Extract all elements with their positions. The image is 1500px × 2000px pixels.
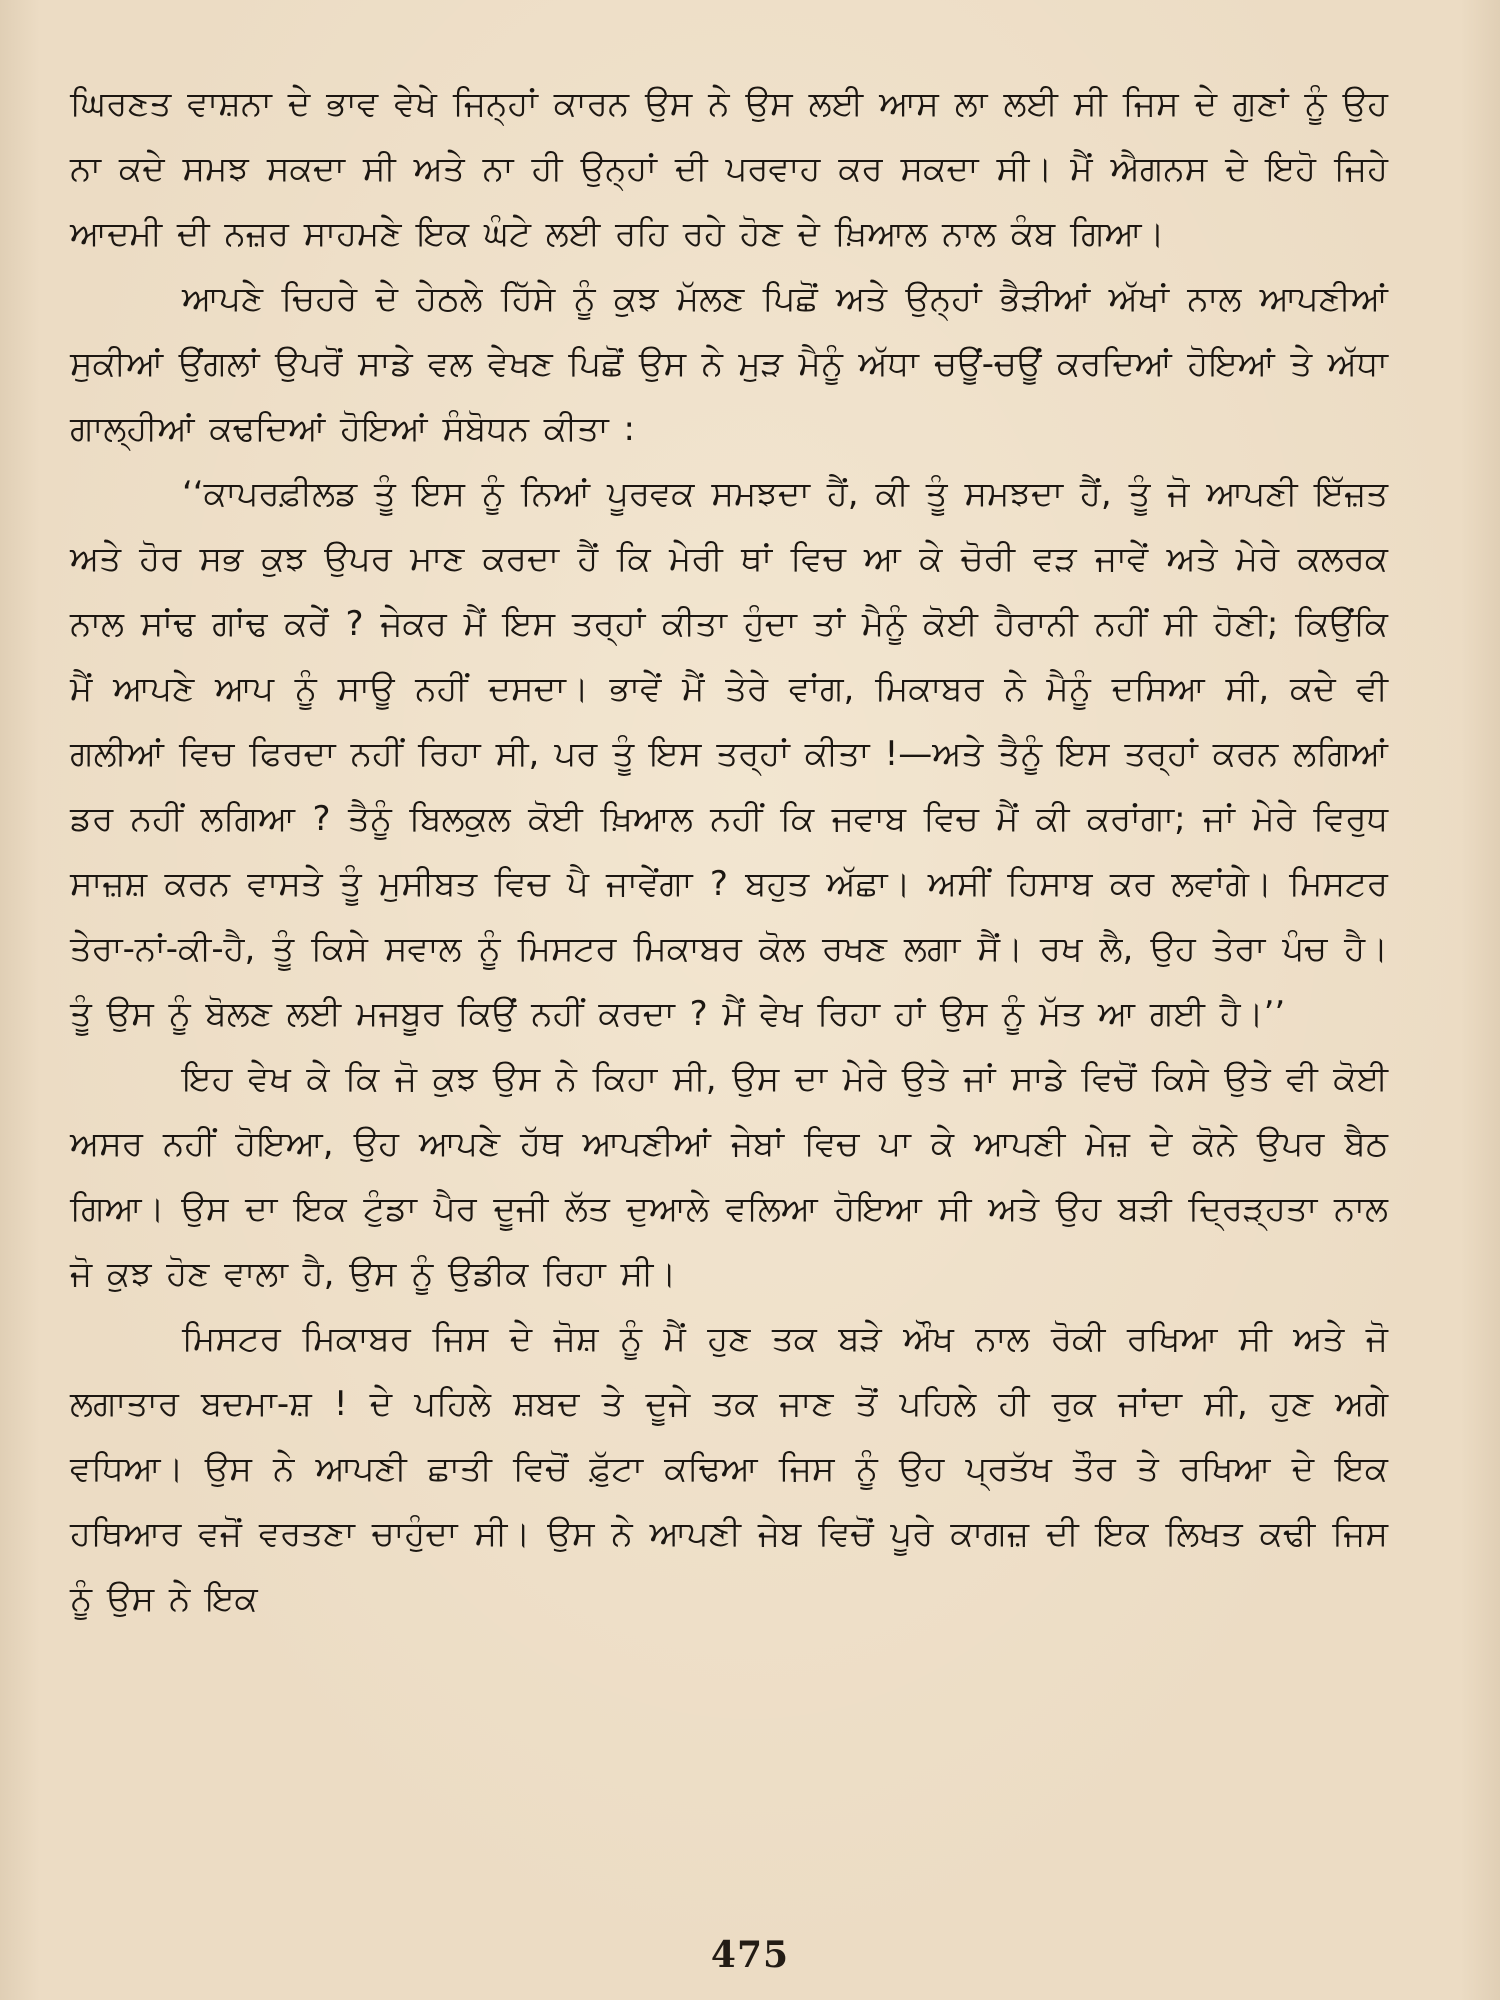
paragraph-continuation: ਘਿਰਣਤ ਵਾਸ਼ਨਾ ਦੇ ਭਾਵ ਵੇਖੇ ਜਿਨ੍ਹਾਂ ਕਾਰਨ ਉਸ ਨੇ ਉਸ ਲਈ ਆਸ ਲਾ ਲਈ ਸੀ ਜਿਸ ਦੇ ਗੁਣਾਂ ਨੂੰ ਉਹ ਨਾ ਕਦੇ ਸਮਝ ਸਕਦਾ ਸੀ ਅਤੇ ਨਾ ਹੀ ਉਨ੍ਹਾਂ ਦੀ ਪਰਵਾਹ ਕਰ ਸਕਦਾ ਸੀ। ਮੈਂ ਐਗਨਸ ਦੇ ਇਹੋ ਜਿਹੇ ਆਦਮੀ ਦੀ ਨਜ਼ਰ ਸਾਹਮਣੇ ਇਕ ਘੰਟੇ ਲਈ ਰਹਿ ਰਹੇ ਹੋਣ ਦੇ ਖ਼ਿਆਲ ਨਾਲ ਕੰਬ ਗਿਆ। bbox=[70, 84, 1388, 254]
paragraph-quote: ‘‘ਕਾਪਰਫ਼ੀਲਡ ਤੂੰ ਇਸ ਨੂੰ ਨਿਆਂ ਪੂਰਵਕ ਸਮਝਦਾ ਹੈਂ, ਕੀ ਤੂੰ ਸਮਝਦਾ ਹੈਂ, ਤੂੰ ਜੋ ਆਪਣੀ ਇੱਜ਼ਤ ਅਤੇ ਹੋਰ ਸਭ ਕੁਝ ਉਪਰ ਮਾਣ ਕਰਦਾ ਹੈਂ ਕਿ ਮੇਰੀ ਥਾਂ ਵਿਚ ਆ ਕੇ ਚੋਰੀ ਵੜ ਜਾਵੇਂ ਅਤੇ ਮੇਰੇ ਕਲਰਕ ਨਾਲ ਸਾਂਢ ਗਾਂਢ ਕਰੇਂ ? ਜੇਕਰ ਮੈਂ ਇਸ ਤਰ੍ਹਾਂ ਕੀਤਾ ਹੁੰਦਾ ਤਾਂ ਮੈਨੂੰ ਕੋਈ ਹੈਰਾਨੀ ਨਹੀਂ ਸੀ ਹੋਣੀ; ਕਿਉਂਕਿ ਮੈਂ ਆਪਣੇ ਆਪ ਨੂੰ ਸਾਊ ਨਹੀਂ ਦਸਦਾ। ਭਾਵੇਂ ਮੈਂ ਤੇਰੇ ਵਾਂਗ, ਮਿਕਾਬਰ ਨੇ ਮੈਨੂੰ ਦਸਿਆ ਸੀ, ਕਦੇ ਵੀ ਗਲੀਆਂ ਵਿਚ ਫਿਰਦਾ ਨਹੀਂ ਰਿਹਾ ਸੀ, ਪਰ ਤੂੰ ਇਸ ਤਰ੍ਹਾਂ ਕੀਤਾ !—ਅਤੇ ਤੈਨੂੰ ਇਸ ਤਰ੍ਹਾਂ ਕਰਨ ਲਗਿਆਂ ਡਰ ਨਹੀਂ ਲਗਿਆ ? ਤੈਨੂੰ ਬਿਲਕੁਲ ਕੋਈ ਖ਼ਿਆਲ ਨਹੀਂ ਕਿ ਜਵਾਬ ਵਿਚ ਮੈਂ ਕੀ ਕਰਾਂਗਾ; ਜਾਂ ਮੇਰੇ ਵਿਰੁਧ ਸਾਜ਼ਸ਼ ਕਰਨ ਵਾਸਤੇ ਤੂੰ ਮੁਸੀਬਤ ਵਿਚ ਪੈ ਜਾਵੇਂਗਾ ? ਬਹੁਤ ਅੱਛਾ। ਅਸੀਂ ਹਿਸਾਬ ਕਰ ਲਵਾਂਗੇ। ਮਿਸਟਰ ਤੇਰਾ-ਨਾਂ-ਕੀ-ਹੈ, ਤੂੰ ਕਿਸੇ ਸਵਾਲ ਨੂੰ ਮਿਸਟਰ ਮਿਕਾਬਰ ਕੋਲ ਰਖਣ ਲਗਾ ਸੈਂ। ਰਖ ਲੈ, ਉਹ ਤੇਰਾ ਪੰਚ ਹੈ। ਤੂੰ ਉਸ ਨੂੰ ਬੋਲਣ ਲਈ ਮਜਬੂਰ ਕਿਉਂ ਨਹੀਂ ਕਰਦਾ ? ਮੈਂ ਵੇਖ ਰਿਹਾ ਹਾਂ ਉਸ ਨੂੰ ਮੱਤ ਆ ਗਈ ਹੈ।’’ bbox=[70, 474, 1388, 1034]
paragraph: ਆਪਣੇ ਚਿਹਰੇ ਦੇ ਹੇਠਲੇ ਹਿੱਸੇ ਨੂੰ ਕੁਝ ਮੱਲਣ ਪਿਛੋਂ ਅਤੇ ਉਨ੍ਹਾਂ ਭੈੜੀਆਂ ਅੱਖਾਂ ਨਾਲ ਆਪਣੀਆਂ ਸੁਕੀਆਂ ਉਂਗਲਾਂ ਉਪਰੋਂ ਸਾਡੇ ਵਲ ਵੇਖਣ ਪਿਛੋਂ ਉਸ ਨੇ ਮੁੜ ਮੈਨੂੰ ਅੱਧਾ ਚਊਂ-ਚਊਂ ਕਰਦਿਆਂ ਹੋਇਆਂ ਤੇ ਅੱਧਾ ਗਾਲ੍ਹੀਆਂ ਕਢਦਿਆਂ ਹੋਇਆਂ ਸੰਬੋਧਨ ਕੀਤਾ : bbox=[70, 279, 1388, 449]
page-number: 475 bbox=[710, 1934, 790, 1976]
paragraph: ਮਿਸਟਰ ਮਿਕਾਬਰ ਜਿਸ ਦੇ ਜੋਸ਼ ਨੂੰ ਮੈਂ ਹੁਣ ਤਕ ਬੜੇ ਔਖ ਨਾਲ ਰੋਕੀ ਰਖਿਆ ਸੀ ਅਤੇ ਜੋ ਲਗਾਤਾਰ ਬਦਮਾ-ਸ਼ ! ਦੇ ਪਹਿਲੇ ਸ਼ਬਦ ਤੇ ਦੂਜੇ ਤਕ ਜਾਣ ਤੋਂ ਪਹਿਲੇ ਹੀ ਰੁਕ ਜਾਂਦਾ ਸੀ, ਹੁਣ ਅਗੇ ਵਧਿਆ। ਉਸ ਨੇ ਆਪਣੀ ਛਾਤੀ ਵਿਚੋਂ ਫ਼ੁੱਟਾ ਕਢਿਆ ਜਿਸ ਨੂੰ ਉਹ ਪ੍ਰਤੱਖ ਤੌਰ ਤੇ ਰਖਿਆ ਦੇ ਇਕ ਹਥਿਆਰ ਵਜੋਂ ਵਰਤਣਾ ਚਾਹੁੰਦਾ ਸੀ। ਉਸ ਨੇ ਆਪਣੀ ਜੇਬ ਵਿਚੋਂ ਪੂਰੇ ਕਾਗਜ਼ ਦੀ ਇਕ ਲਿਖਤ ਕਢੀ ਜਿਸ ਨੂੰ ਉਸ ਨੇ ਇਕ bbox=[70, 1319, 1388, 1619]
page-body-text bbox=[70, 72, 1388, 1632]
paragraph: ਇਹ ਵੇਖ ਕੇ ਕਿ ਜੋ ਕੁਝ ਉਸ ਨੇ ਕਿਹਾ ਸੀ, ਉਸ ਦਾ ਮੇਰੇ ਉਤੇ ਜਾਂ ਸਾਡੇ ਵਿਚੋਂ ਕਿਸੇ ਉਤੇ ਵੀ ਕੋਈ ਅਸਰ ਨਹੀਂ ਹੋਇਆ, ਉਹ ਆਪਣੇ ਹੱਥ ਆਪਣੀਆਂ ਜੇਬਾਂ ਵਿਚ ਪਾ ਕੇ ਆਪਣੀ ਮੇਜ਼ ਦੇ ਕੋਨੇ ਉਪਰ ਬੈਠ ਗਿਆ। ਉਸ ਦਾ ਇਕ ਟੁੰਡਾ ਪੈਰ ਦੂਜੀ ਲੱਤ ਦੁਆਲੇ ਵਲਿਆ ਹੋਇਆ ਸੀ ਅਤੇ ਉਹ ਬੜੀ ਦ੍ਰਿੜ੍ਹਤਾ ਨਾਲ ਜੋ ਕੁਝ ਹੋਣ ਵਾਲਾ ਹੈ, ਉਸ ਨੂੰ ਉਡੀਕ ਰਿਹਾ ਸੀ। bbox=[70, 1059, 1388, 1294]
